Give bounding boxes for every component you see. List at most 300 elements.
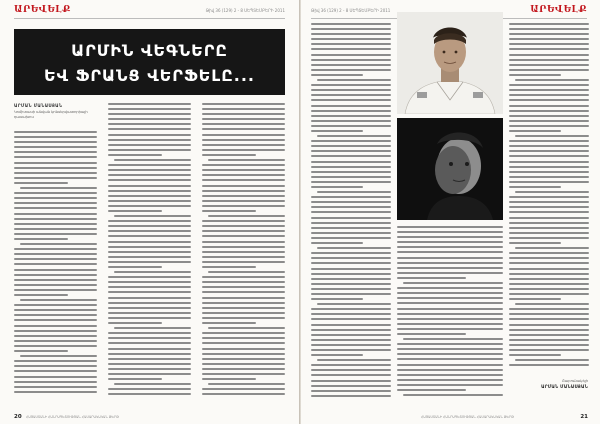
text-line-placeholder (397, 358, 503, 360)
text-line-placeholder (14, 386, 97, 388)
text-line-placeholder (14, 233, 97, 235)
text-line-placeholder (202, 281, 285, 283)
text-line-placeholder (108, 286, 191, 288)
text-line-placeholder (114, 383, 191, 385)
text-line-placeholder (509, 318, 589, 320)
right-body-column-1 (311, 23, 391, 401)
text-line-placeholder (108, 368, 191, 370)
text-line-placeholder (509, 201, 589, 203)
text-line-placeholder (311, 74, 363, 76)
officer-portrait-image (397, 12, 503, 114)
text-line-placeholder (509, 43, 589, 45)
text-line-placeholder (311, 283, 391, 285)
text-line-placeholder (108, 154, 162, 156)
text-line-placeholder (397, 308, 503, 310)
left-page-number: 20 (14, 414, 22, 420)
text-line-placeholder (509, 288, 589, 290)
text-line-placeholder (202, 149, 285, 151)
text-line-placeholder (208, 271, 285, 273)
text-line-placeholder (14, 269, 97, 271)
text-line-placeholder (317, 79, 391, 81)
text-line-placeholder (509, 38, 589, 40)
text-line-placeholder (509, 69, 589, 71)
text-line-placeholder (108, 195, 191, 197)
text-line-placeholder (108, 337, 191, 339)
text-line-placeholder (311, 206, 391, 208)
text-line-placeholder (108, 342, 191, 344)
text-line-placeholder (108, 332, 191, 334)
text-line-placeholder (14, 131, 97, 133)
text-line-placeholder (14, 279, 97, 281)
text-line-placeholder (14, 156, 97, 158)
text-line-placeholder (397, 389, 466, 391)
text-line-placeholder (403, 282, 503, 284)
text-line-placeholder (14, 365, 97, 367)
text-line-placeholder (311, 171, 391, 173)
text-line-placeholder (202, 200, 285, 202)
text-line-placeholder (509, 94, 589, 96)
text-line-placeholder (311, 120, 391, 122)
text-line-placeholder (108, 276, 191, 278)
text-line-placeholder (311, 161, 391, 163)
text-line-placeholder (509, 313, 589, 315)
text-line-placeholder (311, 145, 391, 147)
text-line-placeholder (311, 380, 391, 382)
text-line-placeholder (397, 257, 503, 259)
text-line-placeholder (509, 242, 561, 244)
text-line-placeholder (14, 218, 97, 220)
text-line-placeholder (397, 379, 503, 381)
text-line-placeholder (403, 394, 503, 396)
text-line-placeholder (397, 297, 503, 299)
text-line-placeholder (311, 278, 391, 280)
text-line-placeholder (14, 304, 97, 306)
text-line-placeholder (202, 312, 285, 314)
text-line-placeholder (311, 385, 391, 387)
text-line-placeholder (311, 339, 391, 341)
text-line-placeholder (397, 313, 503, 315)
text-line-placeholder (108, 144, 191, 146)
text-line-placeholder (202, 123, 285, 125)
text-line-placeholder (509, 115, 589, 117)
text-line-placeholder (311, 334, 391, 336)
signature-author: ԱՐՄԱՆ ՄԱՆԱՍՅԱՆ (541, 384, 588, 389)
text-line-placeholder (311, 349, 391, 351)
text-line-placeholder (311, 155, 391, 157)
text-line-placeholder (202, 388, 285, 390)
text-line-placeholder (14, 177, 97, 179)
text-line-placeholder (311, 344, 391, 346)
text-line-placeholder (509, 211, 589, 213)
text-line-placeholder (202, 108, 285, 110)
text-line-placeholder (108, 281, 191, 283)
text-line-placeholder (311, 252, 391, 254)
text-line-placeholder (202, 205, 285, 207)
text-line-placeholder (208, 215, 285, 217)
text-line-placeholder (509, 176, 589, 178)
text-line-placeholder (311, 268, 391, 270)
right-page-number: 21 (580, 414, 588, 420)
text-line-placeholder (202, 241, 285, 243)
dark-portrait-image (397, 118, 503, 220)
text-line-placeholder (397, 246, 503, 248)
text-line-placeholder (108, 118, 191, 120)
text-line-placeholder (397, 348, 503, 350)
text-line-placeholder (509, 349, 589, 351)
text-line-placeholder (202, 118, 285, 120)
text-line-placeholder (509, 140, 589, 142)
text-line-placeholder (509, 217, 589, 219)
text-line-placeholder (509, 54, 589, 56)
text-line-placeholder (108, 251, 191, 253)
text-line-placeholder (20, 299, 97, 301)
text-line-placeholder (311, 329, 391, 331)
text-line-placeholder (202, 342, 285, 344)
text-line-placeholder (14, 146, 97, 148)
article-signature (512, 379, 588, 389)
text-line-placeholder (311, 211, 391, 213)
text-line-placeholder (397, 241, 503, 243)
text-line-placeholder (202, 276, 285, 278)
text-line-placeholder (108, 378, 162, 380)
text-line-placeholder (311, 59, 391, 61)
text-line-placeholder (509, 232, 589, 234)
text-line-placeholder (317, 247, 391, 249)
text-line-placeholder (202, 307, 285, 309)
text-line-placeholder (208, 159, 285, 161)
text-line-placeholder (509, 84, 589, 86)
text-line-placeholder (311, 262, 391, 264)
text-line-placeholder (14, 182, 68, 184)
text-line-placeholder (311, 64, 391, 66)
text-line-placeholder (202, 302, 285, 304)
text-line-placeholder (311, 125, 391, 127)
text-line-placeholder (311, 140, 391, 142)
text-line-placeholder (202, 297, 285, 299)
text-line-placeholder (202, 261, 285, 263)
text-line-placeholder (202, 358, 285, 360)
text-line-placeholder (14, 162, 97, 164)
text-line-placeholder (14, 289, 97, 291)
text-line-placeholder (515, 303, 589, 305)
text-line-placeholder (108, 149, 191, 151)
text-line-placeholder (108, 123, 191, 125)
text-line-placeholder (14, 376, 97, 378)
text-line-placeholder (108, 246, 191, 248)
text-line-placeholder (509, 268, 589, 270)
text-line-placeholder (311, 308, 391, 310)
text-line-placeholder (509, 28, 589, 30)
text-line-placeholder (311, 324, 391, 326)
text-line-placeholder (108, 164, 191, 166)
continued-label: Շարունակելի (562, 379, 588, 383)
text-line-placeholder (311, 298, 363, 300)
text-line-placeholder (397, 226, 503, 228)
text-line-placeholder (202, 185, 285, 187)
text-line-placeholder (202, 179, 285, 181)
text-line-placeholder (20, 187, 97, 189)
text-line-placeholder (509, 329, 589, 331)
text-line-placeholder (202, 266, 256, 268)
text-line-placeholder (509, 155, 589, 157)
text-line-placeholder (14, 253, 97, 255)
text-line-placeholder (403, 338, 503, 340)
text-line-placeholder (509, 354, 561, 356)
text-line-placeholder (515, 79, 589, 81)
magazine-logo: ԱՐԵՎԵԼՔ (530, 5, 587, 15)
text-line-placeholder (108, 256, 191, 258)
text-line-placeholder (509, 120, 589, 122)
text-line-placeholder (311, 390, 391, 392)
right-body-column-2 (397, 226, 503, 401)
text-line-placeholder (311, 89, 391, 91)
text-line-placeholder (14, 325, 97, 327)
text-line-placeholder (397, 272, 503, 274)
text-line-placeholder (397, 277, 466, 279)
text-line-placeholder (202, 230, 285, 232)
text-line-placeholder (311, 166, 391, 168)
author-tag: Կոմիտասի անվան կոնսերվատորիայի դասախոս (14, 110, 88, 119)
text-line-placeholder (509, 222, 589, 224)
text-line-placeholder (202, 134, 285, 136)
text-line-placeholder (509, 262, 589, 264)
text-line-placeholder (108, 210, 162, 212)
text-line-placeholder (108, 353, 191, 355)
text-line-placeholder (515, 359, 589, 361)
text-line-placeholder (202, 210, 256, 212)
text-line-placeholder (202, 246, 285, 248)
text-line-placeholder (397, 287, 503, 289)
text-line-placeholder (202, 174, 285, 176)
text-line-placeholder (108, 241, 191, 243)
text-line-placeholder (311, 186, 363, 188)
text-line-placeholder (311, 395, 391, 397)
text-line-placeholder (311, 369, 391, 371)
text-line-placeholder (397, 343, 503, 345)
text-line-placeholder (108, 393, 191, 395)
text-line-placeholder (509, 278, 589, 280)
text-line-placeholder (509, 181, 589, 183)
text-line-placeholder (108, 190, 191, 192)
article-title-line-2: ԵՎ ՖՐԱՆՑ ՎԵՐՖԵԼԸ... (44, 66, 255, 85)
text-line-placeholder (14, 207, 97, 209)
text-line-placeholder (397, 251, 503, 253)
text-line-placeholder (108, 139, 191, 141)
text-line-placeholder (108, 307, 191, 309)
text-line-placeholder (397, 333, 466, 335)
text-line-placeholder (311, 176, 391, 178)
text-line-placeholder (202, 291, 285, 293)
text-line-placeholder (202, 337, 285, 339)
text-line-placeholder (509, 237, 589, 239)
text-line-placeholder (509, 99, 589, 101)
text-line-placeholder (108, 358, 191, 360)
text-line-placeholder (509, 48, 589, 50)
right-body-column-3 (509, 23, 589, 373)
text-line-placeholder (114, 271, 191, 273)
text-line-placeholder (509, 273, 589, 275)
left-body-column-3 (202, 103, 285, 401)
text-line-placeholder (311, 313, 391, 315)
text-line-placeholder (509, 110, 589, 112)
text-line-placeholder (311, 181, 391, 183)
text-line-placeholder (14, 248, 97, 250)
photo-uniformed-officer (397, 12, 503, 114)
text-line-placeholder (311, 222, 391, 224)
text-line-placeholder (311, 242, 363, 244)
text-line-placeholder (509, 171, 589, 173)
text-line-placeholder (311, 54, 391, 56)
text-line-placeholder (14, 258, 97, 260)
text-line-placeholder (397, 353, 503, 355)
text-line-placeholder (397, 236, 503, 238)
text-line-placeholder (14, 330, 97, 332)
byline (14, 103, 94, 120)
text-line-placeholder (108, 128, 191, 130)
text-line-placeholder (509, 196, 589, 198)
text-line-placeholder (311, 227, 391, 229)
issue-line: Թիվ 36 (129) 2 - 8 ՍԵՊՏԵՄԲԵՐԻ 2011 (311, 7, 391, 13)
text-line-placeholder (14, 228, 97, 230)
issue-line: Թիվ 36 (129) 2 - 8 ՍԵՊՏԵՄԲԵՐԻ 2011 (205, 7, 285, 13)
text-line-placeholder (311, 38, 391, 40)
text-line-placeholder (108, 291, 191, 293)
text-line-placeholder (202, 235, 285, 237)
text-line-placeholder (397, 231, 503, 233)
text-line-placeholder (108, 230, 191, 232)
text-line-placeholder (202, 348, 285, 350)
left-page (0, 0, 299, 424)
text-line-placeholder (311, 115, 391, 117)
text-line-placeholder (202, 154, 256, 156)
text-line-placeholder (14, 360, 97, 362)
text-line-placeholder (397, 318, 503, 320)
text-line-placeholder (311, 110, 391, 112)
text-line-placeholder (509, 283, 589, 285)
text-line-placeholder (108, 235, 191, 237)
text-line-placeholder (509, 150, 589, 152)
text-line-placeholder (202, 190, 285, 192)
text-line-placeholder (311, 84, 391, 86)
text-line-placeholder (397, 374, 503, 376)
text-line-placeholder (14, 335, 97, 337)
left-footer: ՀԱՅԱՍՏԱՆԻ ՀԱՆՐԱՊԵՏՈՒԹՅԱՆ ՀԱՍԱՐԱԿԱԿԱՆ ԹԵՐԹ (26, 415, 119, 419)
text-line-placeholder (14, 167, 97, 169)
text-line-placeholder (397, 302, 503, 304)
text-line-placeholder (397, 292, 503, 294)
title-banner (14, 29, 285, 95)
text-line-placeholder (509, 293, 589, 295)
text-line-placeholder (311, 232, 391, 234)
left-body-column-1 (14, 131, 97, 401)
text-line-placeholder (108, 297, 191, 299)
text-line-placeholder (509, 227, 589, 229)
text-line-placeholder (509, 206, 589, 208)
text-line-placeholder (311, 354, 363, 356)
text-line-placeholder (509, 145, 589, 147)
text-line-placeholder (202, 225, 285, 227)
text-line-placeholder (14, 381, 97, 383)
text-line-placeholder (202, 169, 285, 171)
text-line-placeholder (108, 174, 191, 176)
text-line-placeholder (202, 164, 285, 166)
text-line-placeholder (14, 309, 97, 311)
text-line-placeholder (311, 23, 391, 25)
left-page-header (14, 5, 285, 15)
text-line-placeholder (311, 196, 391, 198)
text-line-placeholder (311, 99, 391, 101)
text-line-placeholder (311, 28, 391, 30)
text-line-placeholder (311, 33, 391, 35)
text-line-placeholder (311, 130, 363, 132)
text-line-placeholder (397, 267, 503, 269)
text-line-placeholder (14, 391, 97, 393)
text-line-placeholder (202, 144, 285, 146)
text-line-placeholder (14, 238, 68, 240)
text-line-placeholder (108, 363, 191, 365)
text-line-placeholder (114, 327, 191, 329)
text-line-placeholder (509, 105, 589, 107)
text-line-placeholder (14, 202, 97, 204)
text-line-placeholder (397, 262, 503, 264)
text-line-placeholder (509, 364, 589, 366)
text-line-placeholder (202, 113, 285, 115)
text-line-placeholder (14, 284, 97, 286)
text-line-placeholder (509, 59, 589, 61)
text-line-placeholder (14, 294, 68, 296)
text-line-placeholder (108, 185, 191, 187)
text-line-placeholder (202, 373, 285, 375)
author-name: ԱՐՄԱՆ ՄԱՆԱՍՅԱՆ (14, 103, 63, 108)
text-line-placeholder (515, 135, 589, 137)
text-line-placeholder (20, 243, 97, 245)
photo-dark-portrait (397, 118, 503, 220)
text-line-placeholder (14, 345, 97, 347)
text-line-placeholder (202, 286, 285, 288)
text-line-placeholder (108, 205, 191, 207)
text-line-placeholder (202, 256, 285, 258)
text-line-placeholder (14, 213, 97, 215)
text-line-placeholder (108, 388, 191, 390)
text-line-placeholder (108, 312, 191, 314)
text-line-placeholder (509, 339, 589, 341)
text-line-placeholder (202, 220, 285, 222)
text-line-placeholder (311, 318, 391, 320)
text-line-placeholder (509, 125, 589, 127)
text-line-placeholder (202, 378, 256, 380)
text-line-placeholder (14, 151, 97, 153)
text-line-placeholder (317, 303, 391, 305)
text-line-placeholder (202, 368, 285, 370)
text-line-placeholder (509, 257, 589, 259)
text-line-placeholder (14, 319, 97, 321)
text-line-placeholder (14, 223, 97, 225)
text-line-placeholder (509, 74, 561, 76)
text-line-placeholder (311, 217, 391, 219)
text-line-placeholder (509, 334, 589, 336)
text-line-placeholder (14, 141, 97, 143)
text-line-placeholder (20, 355, 97, 357)
right-page (301, 0, 600, 424)
text-line-placeholder (509, 130, 561, 132)
text-line-placeholder (14, 172, 97, 174)
text-line-placeholder (202, 363, 285, 365)
text-line-placeholder (397, 328, 503, 330)
text-line-placeholder (14, 197, 97, 199)
text-line-placeholder (311, 293, 391, 295)
text-line-placeholder (509, 252, 589, 254)
text-line-placeholder (108, 179, 191, 181)
